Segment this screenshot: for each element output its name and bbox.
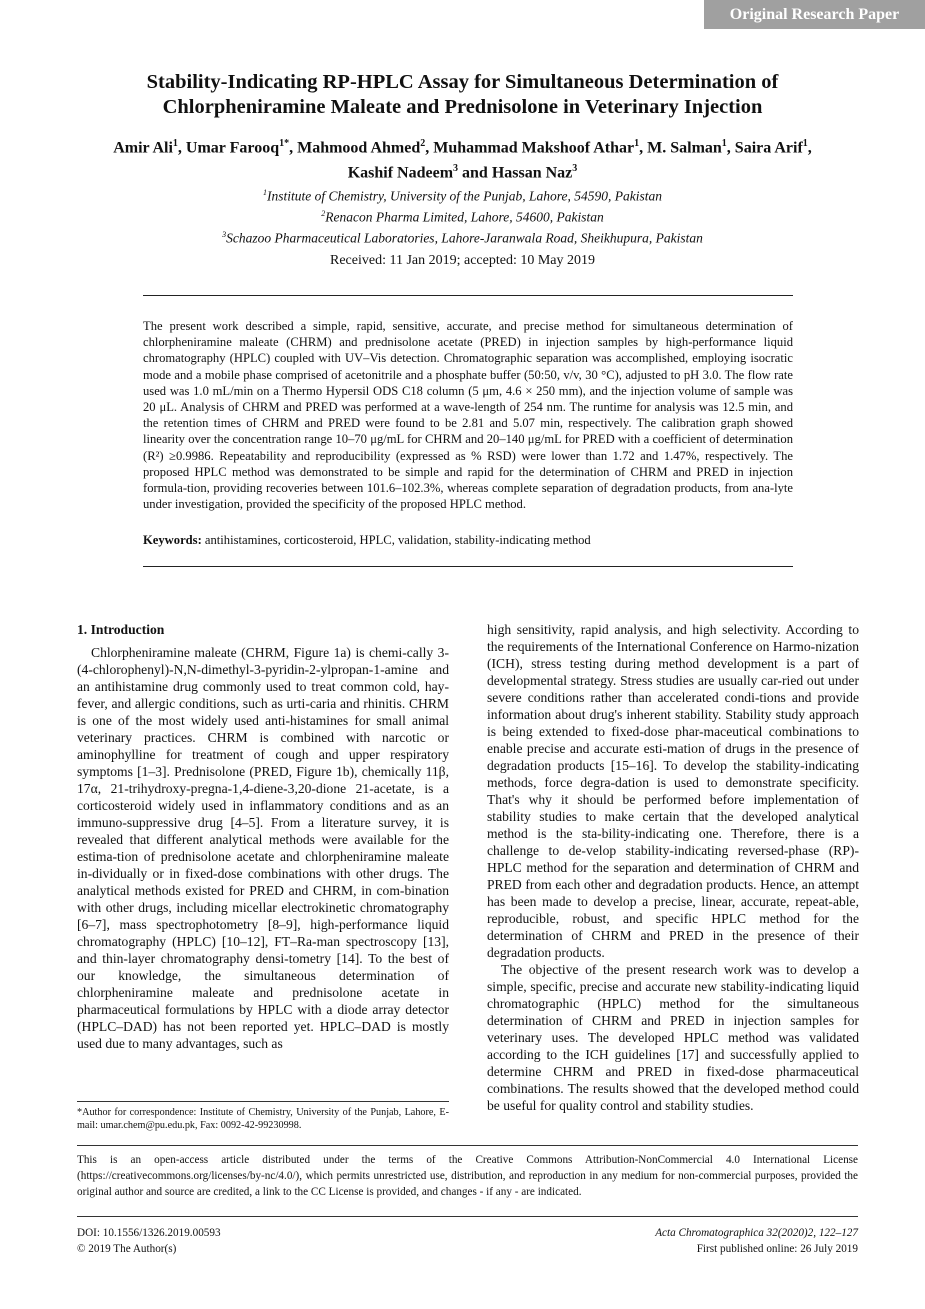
copyright: © 2019 The Author(s) [77,1243,177,1255]
sep: , [177,139,186,157]
affil-text: Renacon Pharma Limited, Lahore, 54600, Pakistan [325,209,604,225]
author-affil-sup: 2 [420,138,426,149]
author: Umar Farooq [185,139,280,157]
footer-left [77,1225,221,1257]
title-line-2: Chlorpheniramine Maleate and Prednisolone in Veterinary Injection [162,96,763,118]
affiliation [80,205,845,226]
affiliation [80,184,845,205]
footer-rule [77,1216,858,1217]
license-text: This is an open-access article distributed under the terms of the Creative Commons Attribution-NonCommercial 4.0 International License (https://creativecommons.org/licenses/by-nc/4.0/), which permits unrestricted use, distribution, and reproduction in any medium for non-commercial purposes, provided the original author and source are credited, a link to the CC License is provided, and changes - if any - are indicated. [77,1154,858,1198]
sep: , [726,139,735,157]
author: Muhammad Makshoof Athar [433,139,635,157]
title-line-1: Stability-Indicating RP-HPLC Assay for Simultaneous Determination of [146,71,779,93]
paper-title [80,70,845,120]
affil-text: Schazoo Pharmaceutical Laboratories, Lahore-Jaranwala Road, Sheikhupura, Pakistan [226,230,703,246]
paragraph: Chlorpheniramine maleate (CHRM, Figure 1a) is chemi-cally 3-(4-chlorophenyl)-N,N-dimethyl-3-pyridin-2-ylpropan-1-amine and an antihistamine drug commonly used to treat common cold, hay-fever, and allergic conditions, such as urti-caria and rhinitis. CHRM is one of the most widely used anti-histamines for small animal veterinary practices. CHRM is combined with narcotic or aminophylline for treatment of cough and upper respiratory symptoms [1–3]. Prednisolone (PRED, Figure 1b), chemically 11β, 17α, 21-trihydroxy-pregna-1,4-diene-3,20-dione 21-acetate, is a corticosteroid widely used in inflammatory conditions and as an immuno-suppressive drug [4–5]. From a literature survey, it is revealed that different analytical methods were available for the estima-tion of prednisolone acetate and chlorpheniramine maleate in-dividually or in fixed-dose combinations with other drugs. The analytical methods existed for PRED and CHRM, in com-bination with other drugs, including micellar electrokinetic chromatography [6–7], mass spectrophotometry [8–9], high-performance liquid chromatography (HPLC) [10–12], FT–Ra-man spectroscopy [13], and thin-layer chromatography densi-tometry [14]. To the best of our knowledge, the simultaneous determination of chlorpheniramine maleate and prednisolone acetate in pharmaceutical formulations by HPLC with a diode array detector (HPLC–DAD) has not been reported yet. HPLC–DAD is mostly used due to many advantages, such as [77,645,449,1051]
affil-sup: 3 [222,230,227,239]
author: Saira Arif [734,139,803,157]
paragraph: The objective of the present research work was to develop a simple, specific, precise and accurate new stability-indicating liquid chromatographic (HPLC) method for the simultaneous determination of CHRM and PRED in injection samples for veterinary uses. The developed HPLC method was validated according to the ICH guidelines [17] and successfully applied to determine CHRM and PRED in fixed-dose pharmaceutical combinations. The results showed that the developed method could be useful for quality control and stability studies. [487,962,859,1113]
paragraph: high sensitivity, rapid analysis, and high selectivity. According to the requirements of the International Conference on Harmo-nization (ICH), stress testing during method development is a part of developmental strategy. Stress studies are usually car-ried out under severe conditions rather than accelerated condi-tions and provide information about drug's inherent stability. Stability study approach is being extended to fixed-dose phar-maceutical combinations to enable precise and accurate esti-mation of drugs in the presence of degradation products [15–16]. To develop the stability-indicating methods, force degra-dation is used to demonstrate specificity. That's why it should be performed before implementation of stability studies to make certain that the developed analytical method is the sta-bility-indicating one. Therefore, there is a challenge to de-velop stability-indicating reversed-phase (RP)-HPLC method for the separation and determination of CHRM and PRED from each other and degradation products. Hence, an attempt has been made to develop a precise, linear, accurate, repeat-able, reproducible, robust, and specific HPLC method for the determination of CHRM and PRED in the presence of their degradation products. [487,622,859,960]
doi: DOI: 10.1556/1326.2019.00593 [77,1227,221,1239]
keywords-text: antihistamines, corticosteroid, HPLC, validation, stability-indicating method [201,533,591,547]
author-affil-sup: 1 [802,138,808,149]
sep: , [425,139,434,157]
author: Amir Ali [113,139,173,157]
right-column [487,621,859,1114]
license-rule [77,1145,858,1146]
author-affil-sup: 1 [721,138,727,149]
affil-sup: 1 [262,188,267,197]
published-date: First published online: 26 July 2019 [696,1243,858,1255]
sep: , [807,139,812,157]
affil-text: Institute of Chemistry, University of the Punjab, Lahore, 54590, Pakistan [266,188,663,204]
section-heading: 1. Introduction [77,622,165,637]
author: Mahmood Ahmed [297,139,421,157]
author-affil-sup: 1 [634,138,640,149]
correspondence-footnote: *Author for correspondence: Institute of Chemistry, University of the Punjab, Lahore, E-mail: umar.chem@pu.edu.pk, Fax: 0092-42-99230998. [77,1107,449,1131]
author: M. Salman [647,139,722,157]
footer-right [655,1225,858,1257]
keywords-label: Keywords: [143,533,202,547]
author: Hassan Naz [491,164,573,182]
and-word: and [458,164,492,182]
author-list [60,133,865,184]
received-dates: Received: 11 Jan 2019; accepted: 10 May 2019 [329,253,595,268]
author-affil-sup: 1* [279,138,290,149]
author: Kashif Nadeem [347,164,454,182]
left-column [77,621,449,1052]
sep: , [639,139,648,157]
journal-citation: Acta Chromatographica 32(2020)2, 122–127 [655,1227,858,1239]
abstract-bottom-rule [143,566,793,567]
affiliation [80,226,845,247]
abstract-top-rule [143,295,793,296]
author-affil-sup: 3 [453,163,459,175]
abstract: The present work described a simple, rapid, sensitive, accurate, and precise method for simultaneous determination of chlorpheniramine maleate (CHRM) and prednisolone acetate (PRED) in injection samples by high-performance liquid chromatography (HPLC) coupled with UV–Vis detection. Chromatographic separation was accomplished, employing isocratic mode and a mobile phase comprised of acetonitrile and a phosphate buffer (50:50, v/v, 30 °C), adjusted to pH 3.0. The flow rate used was 1.0 mL/min on a Thermo Hypersil ODS C18 column (5 μm, 4.6 × 250 mm), and the injection volume of sample was 20 μL. Analysis of CHRM and PRED was performed at a wave-length of 254 nm. The runtime for analysis was 12.5 min, and the retention times of CHRM and PRED were found to be 2.81 and 5.07 min, respectively. The calibration graph showed linearity over the concentration range 10–70 μg/mL for CHRM and 20–140 μg/mL for PRED with a coefficient of determination (R²) ≥0.9986. Repeatability and reproducibility (expressed as % RSD) were lower than 1.72 and 1.47%, respectively. The proposed HPLC method was demonstrated to be simple and rapid for the determination of CHRM and PRED in injection formula-tion, providing recoveries between 101.6–102.3%, whereas complete separation of degradation products, from ana-lyte under investigation, provided the specificity of the proposed HPLC method. [143,319,793,512]
affiliations [80,184,845,247]
keywords [143,533,793,548]
author-affil-sup: 1 [172,138,178,149]
author-affil-sup: 3 [572,163,578,175]
sep: , [289,139,298,157]
article-type-badge: Original Research Paper [704,0,925,29]
footnote-rule [77,1101,449,1102]
affil-sup: 2 [321,209,326,218]
